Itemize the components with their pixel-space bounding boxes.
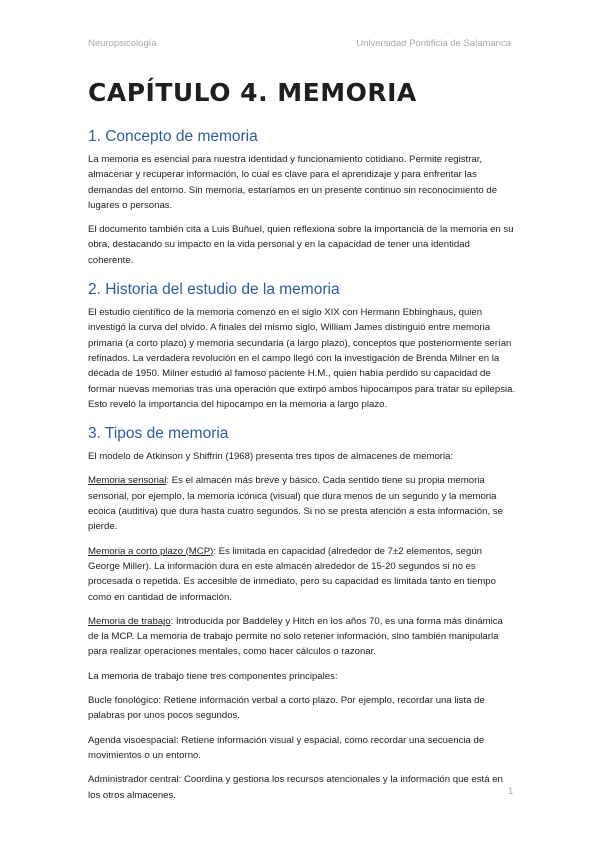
memory-type-item: [88, 473, 516, 534]
paragraph: El documento también cita a Luis Buñuel, quien reflexiona sobre la importancia de la memoria en su obra, destacando su impacto en la vida personal y en la capacidad de tener una identidad coherente.: [88, 224, 514, 266]
memory-type-term: Memoria sensorial: [88, 475, 167, 487]
paragraph: El modelo de Atkinson y Shiffrin (1968) presenta tres tipos de almacenes de memoria:: [88, 451, 454, 463]
memory-type-item: [88, 614, 516, 660]
header-course: Neuropsicología: [88, 38, 157, 49]
component-item: Bucle fonológico: Retiene información verbal a corto plazo. Por ejemplo, recordar una lista de palabras por unos pocos segundos.: [88, 695, 485, 722]
header-university: Universidad Pontificia de Salamanca: [356, 38, 511, 49]
section-heading: 2. Historia del estudio de la memoria: [88, 281, 340, 299]
paragraph: El estudio científico de la memoria comenzó en el siglo XIX con Hermann Ebbinghaus, quien investigó la curva del olvido. A finales del mismo siglo, William James distinguió entre memoria primaria (a corto plazo) y memoria secundaria (a largo plazo), conceptos que posteriormente serían refinados. La verdadera revolución en el campo llegó con la investigación de Brenda Milner en la década de 1950. Milner estudió al famoso paciente H.M., quien había perdido su capacidad de formar nuevas memorias tras una operación que extirpó ambos hipocampos para tratar su epilepsia. Esto reveló la importancia del hipocampo en la memoria a largo plazo.: [88, 307, 516, 410]
section-heading: 3. Tipos de memoria: [88, 425, 229, 443]
memory-type-item: [88, 544, 516, 605]
memory-type-term: Memoria a corto plazo (MCP): [88, 545, 214, 557]
page-number: 1: [508, 786, 514, 797]
running-header: [88, 38, 511, 49]
component-item: Administrador central: Coordina y gestiona los recursos atencionales y la información que está en los otros almacenes.: [88, 774, 503, 801]
chapter-content: [88, 128, 516, 812]
memory-type-description: : Introducida por Baddeley y Hitch en los años 70, es una forma más dinámica de la MCP. La memoria de trabajo permite no solo retener información, sino también manipularla para realizar operaciones mentales, como hacer cálculos o razonar.: [88, 615, 503, 658]
component-item: Agenda visoespacial: Retiene información visual y espacial, como recordar una secuencia de movimientos o un entorno.: [88, 734, 485, 761]
paragraph: La memoria es esencial para nuestra identidad y funcionamiento cotidiano. Permite registrar, almacenar y recuperar información, lo cual es clave para el aprendizaje y para enfrentar las demandas del entorno. Sin memoria, estaríamos en un presente continuo sin reconocimiento de lugares o personas.: [88, 154, 498, 211]
section-concepto: [88, 128, 516, 268]
memory-type-description: : Es limitada en capacidad (alrededor de 7±2 elementos, según George Miller). La información dura en este almacén alrededor de 15-20 segundos si no es procesada o repetida. Es accesible de inmediato, pero su capacidad es limitada tanto en tiempo como en cantidad de información.: [88, 545, 496, 603]
chapter-title: CAPÍTULO 4. MEMORIA: [88, 78, 417, 107]
section-heading: 1. Concepto de memoria: [88, 128, 258, 145]
section-tipos: [88, 425, 516, 803]
memory-type-description: : Es el almacén más breve y básico. Cada sentido tiene su propia memoria sensorial, por ejemplo, la memoria icónica (visual) que dura menos de un segundo y la memoria ecoica (auditiva) que dura hasta cuatro segundos. Si no se presta atención a esta información, se pierde.: [88, 475, 503, 533]
paragraph: La memoria de trabajo tiene tres componentes principales:: [88, 670, 338, 682]
memory-type-term: Memoria de trabajo: [88, 615, 171, 627]
section-historia: [88, 281, 516, 412]
